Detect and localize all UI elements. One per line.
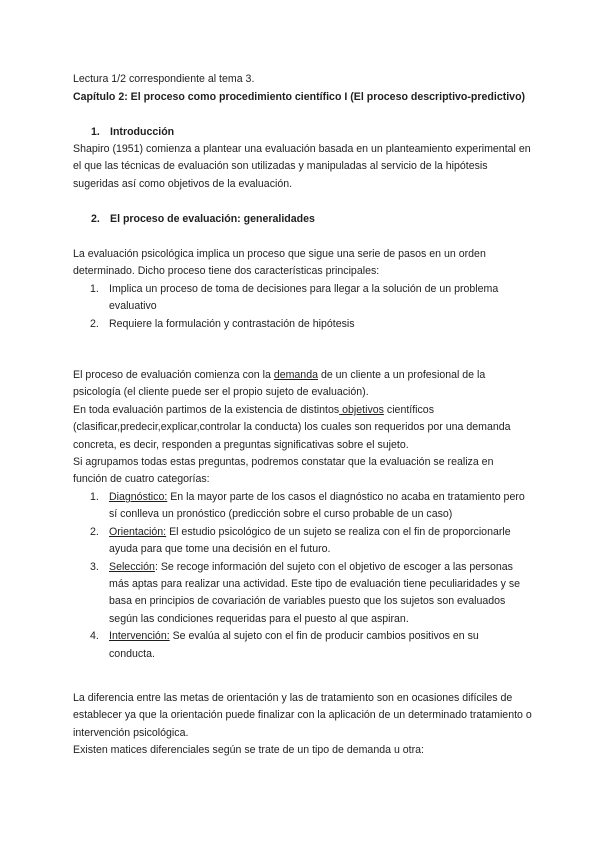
category-label: Orientación: <box>109 525 167 538</box>
list-number: 3. <box>90 560 99 573</box>
category-seleccion <box>73 559 525 629</box>
paragraph-demand <box>73 367 513 402</box>
list-number: 1. <box>90 491 99 503</box>
underlined-term-demanda: demanda <box>273 369 318 381</box>
text-segment: científicos (clasificar,predecir,explicar,controlar la conducta) los cuales son requeridos por una demanda concreta, es decir, responden a preguntas significativas sobre el sujeto. <box>73 404 511 451</box>
section-2-heading <box>91 211 315 228</box>
category-text: El estudio psicológico de un sujeto se realiza con el fin de proporcionarle ayuda para que tome una decisión en el futuro. <box>109 525 511 556</box>
underlined-term-objetivos: objetivos <box>339 404 384 416</box>
category-text: Se evalúa al sujeto con el fin de producir cambios positivos en su conducta. <box>109 630 479 660</box>
section-1-title: Introducción <box>110 126 175 138</box>
list-number: 4. <box>90 630 99 643</box>
text-segment: de un cliente a un profesional de la psicología (el cliente puede ser el propio sujeto de evaluación). <box>73 369 486 399</box>
category-intervencion <box>73 628 525 663</box>
text-segment: En toda evaluación partimos de la existencia de distintos <box>73 404 340 416</box>
category-label: Intervención: <box>109 630 170 643</box>
category-diagnostico <box>73 489 525 524</box>
section-2-number: 2. <box>91 213 100 225</box>
category-text: En la mayor parte de los casos el diagnóstico no acaba en tratamiento pero sí conlleva un pronóstico (predicción sobre el curso probable de un caso) <box>109 491 525 521</box>
categories-list <box>73 489 525 663</box>
paragraph-process-definition: La evaluación psicológica implica un proceso que sigue una serie de pasos en un orden determinado. Dicho proceso tiene dos características principales: <box>73 248 486 278</box>
list-number: 1. <box>90 283 99 295</box>
list-text: Implica un proceso de toma de decisiones para llegar a la solución de un problema evaluativo <box>109 283 499 313</box>
text-segment: El proceso de evaluación comienza con la <box>73 369 274 381</box>
list-number: 2. <box>90 317 99 330</box>
paragraph-categories-intro: Si agrupamos todas estas preguntas, podremos constatar que la evaluación se realiza en función de cuatro categorías: <box>73 456 494 486</box>
category-label: Diagnóstico: <box>109 491 168 503</box>
category-text: : Se recoge información del sujeto con el objetivo de escoger a las personas más aptas para realizar una actividad. Este tipo de evaluación tiene peculiaridades y se basa en principios de covariación de variables puesto que los sujetos son evaluados según las condiciones requeridas para el puesto al que aspiran. <box>109 560 521 625</box>
category-label: Selección <box>109 560 155 573</box>
paragraph-objectives <box>73 402 528 454</box>
characteristics-list <box>73 281 535 333</box>
section-1-heading <box>91 124 174 141</box>
section-2-title: El proceso de evaluación: generalidades <box>110 213 315 225</box>
list-text: Requiere la formulación y contrastación de hipótesis <box>109 317 355 330</box>
paragraph-differences: La diferencia entre las metas de orientación y las de tratamiento son en ocasiones difíciles de establecer ya que la orientación puede finalizar con la aplicación de un determinado tratamiento o intervención psicológica. <box>73 692 532 739</box>
list-number: 2. <box>90 525 99 538</box>
intro-line: Lectura 1/2 correspondiente al tema 3. <box>73 73 255 85</box>
paragraph-nuances: Existen matices diferenciales según se trate de un tipo de demanda u otra: <box>73 744 424 756</box>
paragraph-shapiro: Shapiro (1951) comienza a plantear una evaluación basada en un planteamiento experimental en el que las técnicas de evaluación son utilizadas y manipuladas al servicio de la hipótesis sugeridas así como objetivos de la evaluación. <box>73 143 531 190</box>
list-item <box>73 316 535 333</box>
category-orientacion <box>73 524 525 559</box>
section-1-number: 1. <box>91 126 100 138</box>
chapter-title: Capítulo 2: El proceso como procedimiento científico I (El proceso descriptivo-predictivo) <box>73 91 526 103</box>
list-item <box>73 281 535 316</box>
